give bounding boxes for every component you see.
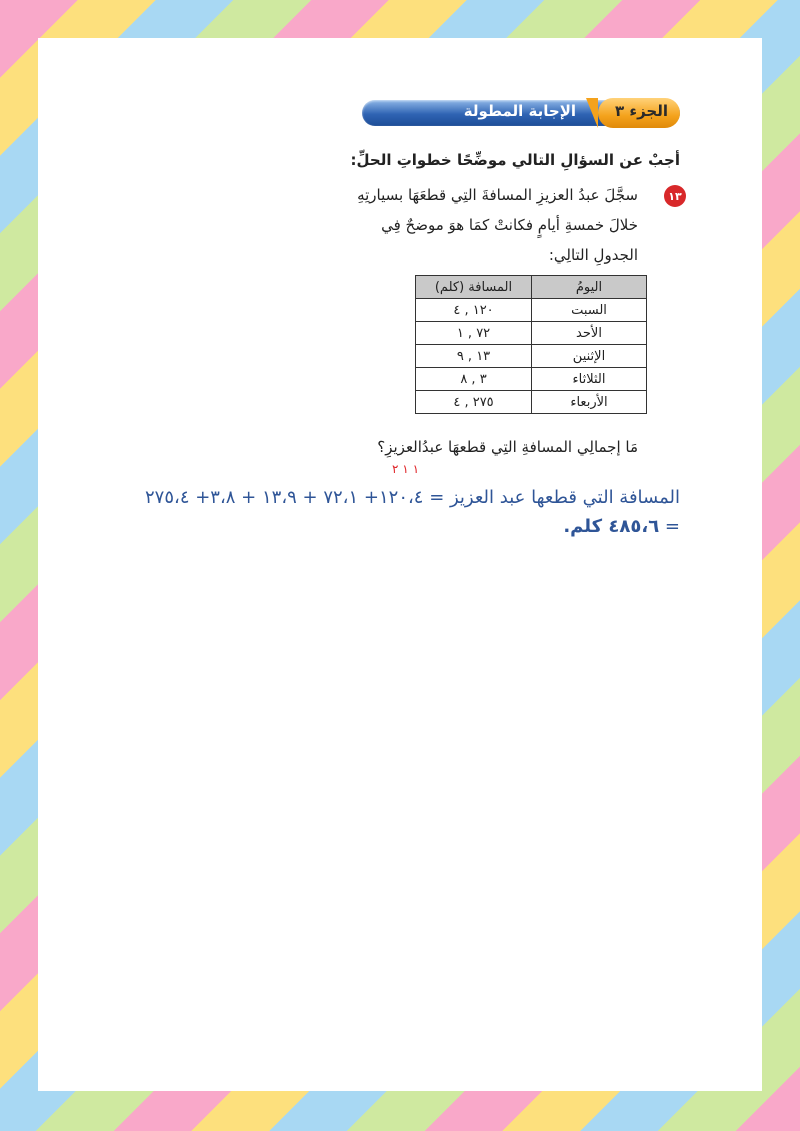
section-part-label: الجزء ٣ (615, 102, 668, 120)
worksheet-page (38, 38, 762, 1091)
section-title: الإجابة المطولة (463, 102, 576, 120)
answer-text (80, 483, 680, 541)
table-row (416, 368, 647, 391)
table-cell-distance: ١٣ , ٩ (416, 345, 532, 368)
table-cell-day: الأحد (532, 322, 647, 345)
answer-total: ٤٨٥،٦ كلم. (563, 516, 660, 537)
answer-line-2 (80, 512, 680, 541)
table-cell-distance: ٣ , ٨ (416, 368, 532, 391)
table-row (416, 391, 647, 414)
question-line-1: سجَّلَ عبدُ العزيزِ المسافةَ التِي قطعَهَا بسيارتِهِ (357, 186, 638, 204)
table-cell-distance: ١٢٠ , ٤ (416, 299, 532, 322)
table-cell-day: الأربعاء (532, 391, 647, 414)
instruction-text: أجبْ عن السؤالِ التالي موضِّحًا خطواتِ الحلِّ: (350, 151, 680, 169)
question-number-badge: ١٣ (664, 185, 686, 207)
table-row (416, 345, 647, 368)
table-cell-distance: ٢٧٥ , ٤ (416, 391, 532, 414)
table-cell-day: الإثنين (532, 345, 647, 368)
table-cell-day: السبت (532, 299, 647, 322)
carry-marks: ١ ١ ٢ (392, 462, 420, 476)
table-cell-day: الثلاثاء (532, 368, 647, 391)
table-cell-distance: ٧٢ , ١ (416, 322, 532, 345)
table-header-distance: المسافة (كلم) (416, 276, 532, 299)
table-header-day: اليومُ (532, 276, 647, 299)
question-line-3: الجدولِ التالِي: (548, 246, 638, 264)
question-line-2: خلالَ خمسةِ أيامٍ فكانتْ كمَا هوَ موضحٌ فِي (381, 216, 638, 234)
table-header-row (416, 276, 647, 299)
section-header-bar (362, 98, 680, 128)
table-row (416, 299, 647, 322)
total-distance-question: مَا إجمالِي المسافةِ التِي قطعهَا عبدُالعزيزِ؟ (377, 438, 638, 456)
table-row (416, 322, 647, 345)
answer-equals: = (659, 516, 680, 537)
answer-line-1: المسافة التي قطعها عبد العزيز = ١٢٠،٤+ ٧٢،١ + ١٣،٩ + ٣،٨+ ٢٧٥،٤ (145, 487, 680, 508)
distance-table (415, 275, 647, 414)
